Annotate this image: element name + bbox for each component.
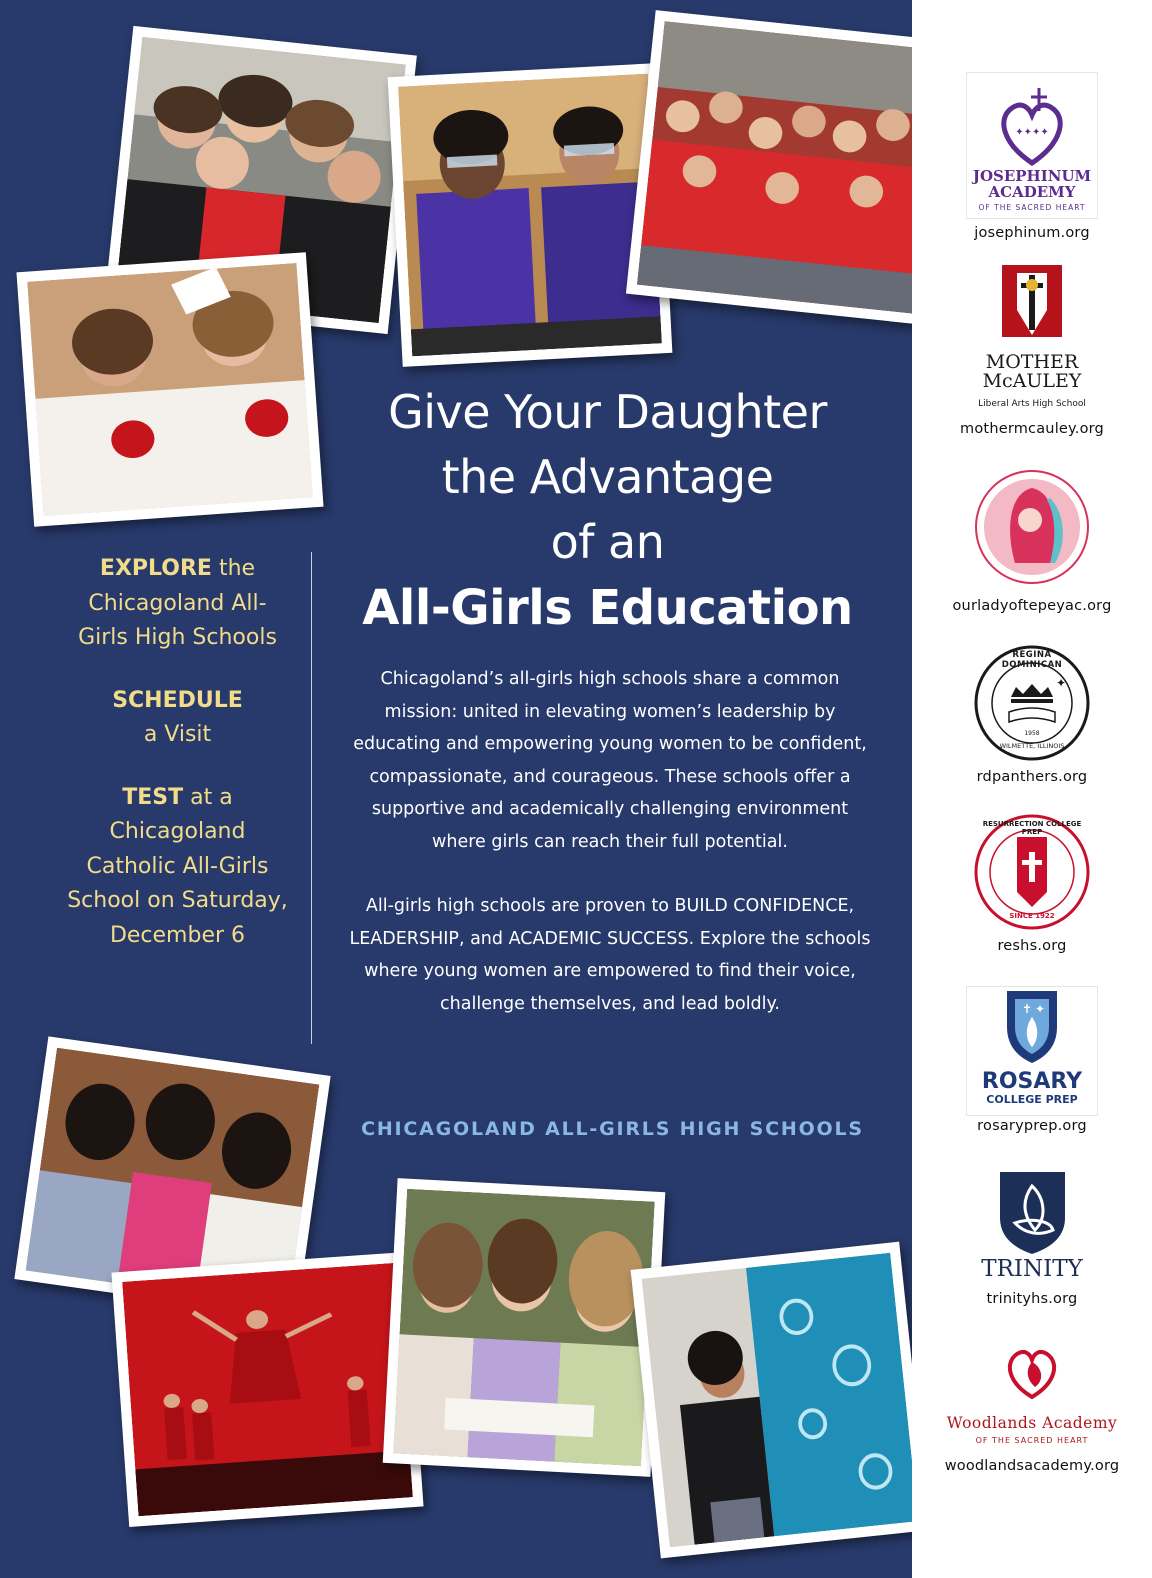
headline-line-1: Give Your Daughter <box>388 385 827 439</box>
school-resurrection[interactable] <box>912 812 1152 954</box>
school-woodlands[interactable] <box>912 1342 1152 1474</box>
resurrection-name: RESURRECTION COLLEGE PREP <box>982 820 1082 836</box>
school-regina-dominican[interactable] <box>912 642 1152 785</box>
shield-sword-icon <box>977 265 1087 355</box>
trinity-logo <box>981 1168 1083 1283</box>
explore-block <box>65 552 290 656</box>
school-our-lady-of-tepeyac[interactable] <box>912 468 1152 614</box>
headline-line-3: of an <box>550 515 665 569</box>
photo-students-studying <box>383 1178 666 1477</box>
school-trinity[interactable] <box>912 1168 1152 1307</box>
trinity-name: TRINITY <box>981 1256 1083 1282</box>
headline-line-2: the Advantage <box>441 450 774 504</box>
call-to-action-column <box>65 552 290 981</box>
rosary-name: ROSARY <box>981 1069 1083 1094</box>
regina-dominican-url[interactable]: rdpanthers.org <box>976 769 1088 785</box>
josephinum-url[interactable]: josephinum.org <box>974 225 1090 241</box>
resurrection-url[interactable]: reshs.org <box>997 938 1067 954</box>
regina-dominican-name: REGINA DOMINICAN <box>1001 650 1063 670</box>
mother-mcauley-url[interactable]: mothermcauley.org <box>960 421 1104 437</box>
headline-line-4: All-Girls Education <box>362 580 853 636</box>
schedule-text: a Visit <box>143 722 212 747</box>
resurrection-logo <box>972 812 1092 932</box>
svg-text:✦: ✦ <box>1035 1002 1046 1016</box>
tagline: CHICAGOLAND ALL-GIRLS HIGH SCHOOLS <box>361 1118 864 1140</box>
rosary-url[interactable]: rosaryprep.org <box>977 1118 1087 1134</box>
josephinum-name: JOSEPHINUM ACADEMY <box>972 167 1092 201</box>
body-copy <box>345 663 875 1052</box>
woodlands-name: Woodlands Academy <box>946 1414 1118 1432</box>
photo-dance-performance <box>111 1252 423 1527</box>
tepeyac-url[interactable]: ourladyoftepeyac.org <box>952 598 1112 614</box>
trinity-url[interactable]: trinityhs.org <box>986 1291 1078 1307</box>
svg-text:✝: ✝ <box>1022 1002 1033 1016</box>
test-text: at a Chicagoland Catholic All-Girls School on Saturday, December 6 <box>67 784 288 948</box>
schedule-block <box>65 684 290 753</box>
schedule-bold: SCHEDULE <box>112 687 243 713</box>
josephinum-sub: OF THE SACRED HEART <box>978 203 1086 212</box>
woodlands-sub: OF THE SACRED HEART <box>975 1436 1089 1445</box>
woodlands-logo <box>917 1342 1147 1454</box>
school-logo-sidebar <box>912 0 1152 1578</box>
body-paragraph-1: Chicagoland’s all-girls high schools share a common mission: united in elevating women’s leadership by educating and empowering young women to be confident, compassionate, and courageous. These schools offer a supportive and academically challenging environment where girls can reach their full potential. <box>353 669 867 852</box>
mother-mcauley-sub: Liberal Arts High School <box>978 399 1086 409</box>
mother-mcauley-name: MOTHER McAULEY <box>982 351 1082 392</box>
body-paragraph-2: All-girls high schools are proven to BUILD CONFIDENCE, LEADERSHIP, and ACADEMIC SUCCESS. Explore the schools where young women are empowered to find their voice, challenge themselves, and lead boldly. <box>349 896 871 1014</box>
svg-text:✦✦✦✦: ✦✦✦✦ <box>1015 127 1049 138</box>
school-josephinum[interactable] <box>912 72 1152 241</box>
svg-text:✦: ✦ <box>1056 676 1067 690</box>
rosary-logo <box>966 986 1098 1116</box>
tepeyac-logo <box>975 468 1090 586</box>
regina-dominican-year: 1958 <box>1024 730 1040 737</box>
woodlands-url[interactable]: woodlandsacademy.org <box>944 1458 1120 1474</box>
explore-bold: EXPLORE <box>99 556 212 581</box>
shield-flame-icon <box>967 987 1097 1067</box>
headline <box>330 380 885 641</box>
photo-school-spirit-crowd <box>626 10 912 325</box>
column-divider <box>311 552 312 1044</box>
test-bold: TEST <box>122 784 184 810</box>
josephinum-logo <box>966 72 1098 219</box>
regina-dominican-logo <box>971 642 1093 764</box>
mother-mcauley-logo <box>977 265 1087 413</box>
heart-leaf-icon <box>917 1342 1147 1404</box>
test-block <box>65 781 290 954</box>
regina-dominican-sub: WILMETTE, ILLINOIS <box>999 742 1065 750</box>
school-rosary[interactable] <box>912 986 1152 1134</box>
photo-student-painting <box>631 1242 912 1559</box>
explore-text: the Chicagoland All-Girls High Schools <box>78 556 277 650</box>
photo-science-lab <box>388 63 673 367</box>
trinity-knot-shield-icon <box>985 1168 1080 1256</box>
photo-graduation-ceremony <box>16 252 323 527</box>
rosary-sub: COLLEGE PREP <box>986 1093 1078 1106</box>
resurrection-sub: SINCE 1922 <box>1009 912 1055 920</box>
school-mother-mcauley[interactable] <box>912 265 1152 437</box>
